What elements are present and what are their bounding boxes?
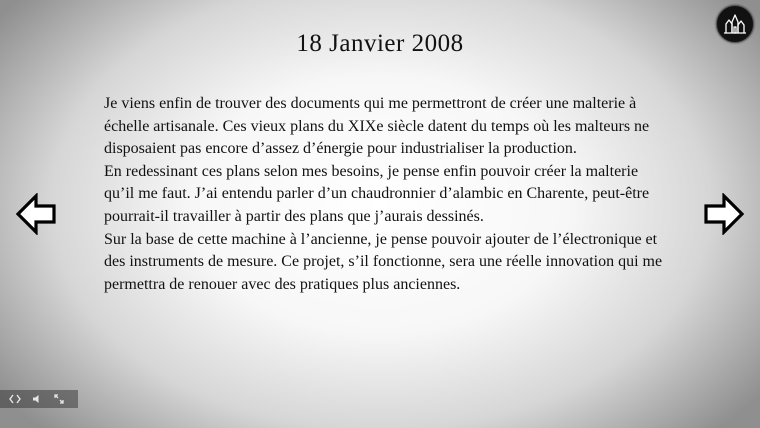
journal-text — [104, 93, 664, 296]
media-controls — [0, 390, 78, 408]
paragraph: En redessinant ces plans selon mes besoins, je pense enfin pouvoir créer la malterie qu’il me faut. J’ai entendu parler d’un chaudronnier d’alambic en Charente, peut-être pourrait-il travailler à partir des plans que j’aurais dessinés. — [104, 162, 650, 225]
paragraph: Sur la base de cette machine à l’ancienne, je pense pouvoir ajouter de l’électronique et des instruments de mesure. Ce projet, s’il fonctionne, sera une réelle innovation qui me permettra de renouer avec des pratiques plus anciennes. — [104, 230, 663, 293]
arrow-right-icon — [704, 193, 744, 235]
arrow-left-icon — [16, 193, 56, 235]
fullscreen-button[interactable] — [48, 390, 70, 408]
page-title: 18 Janvier 2008 — [296, 30, 464, 57]
embed-button[interactable] — [4, 390, 26, 408]
sound-button[interactable] — [26, 390, 48, 408]
speaker-icon — [32, 394, 42, 404]
previous-page-button[interactable] — [16, 193, 56, 235]
paragraph: Je viens enfin de trouver des documents qui me permettront de créer une malterie à échelle artisanale. Ces vieux plans du XIXe siècle datent du temps où les malteurs ne disposaient pas encore d’assez d’énergie pour industrialiser la production. — [104, 95, 650, 158]
fullscreen-icon — [54, 394, 64, 404]
next-page-button[interactable] — [704, 193, 744, 235]
code-icon — [9, 394, 21, 404]
